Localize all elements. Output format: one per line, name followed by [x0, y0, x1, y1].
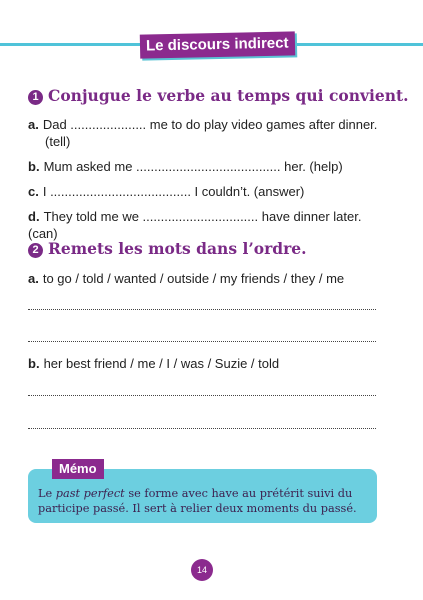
exercise-1a [28, 116, 383, 150]
answer-line[interactable] [28, 309, 376, 310]
page-number: 14 [191, 559, 213, 581]
answer-line[interactable] [28, 395, 376, 396]
item-text: Mum asked me ........................................ her. (help) [43, 159, 343, 174]
memo-label: Mémo [52, 459, 104, 479]
section-1-heading: Conjugue le verbe au temps qui convient. [48, 86, 409, 105]
exercise-1b [28, 158, 383, 175]
item-text: her best friend / me / I / was / Suzie / told [43, 356, 280, 371]
item-text-continued: (tell) [45, 134, 71, 149]
section-1-number-badge: 1 [28, 90, 43, 105]
exercise-1d [28, 208, 383, 242]
item-text: to go / told / wanted / outside / my friends / they / me [42, 271, 345, 286]
section-2-number-badge: 2 [28, 243, 43, 258]
answer-line[interactable] [28, 428, 376, 429]
section-2-heading: Remets les mots dans l’ordre. [48, 239, 307, 258]
page-title: Le discours indirect [140, 31, 295, 58]
item-label: a. [28, 271, 39, 286]
memo-italic-term: past perfect [55, 487, 125, 500]
item-text: I ....................................... I couldn’t. (answer) [42, 184, 305, 199]
item-label: d. [28, 209, 40, 224]
section-1-title [28, 86, 409, 105]
memo-text: Le past perfect se forme avec have au prétérit suivi du participe passé. Il sert à relier deux moments du passé. [38, 487, 357, 515]
item-label: c. [28, 184, 39, 199]
item-label: a. [28, 117, 39, 132]
item-label: b. [28, 159, 40, 174]
exercise-1c [28, 183, 383, 200]
exercise-2b [28, 355, 383, 372]
item-text: They told me we ................................ have dinner later. (can) [28, 209, 362, 241]
item-label: b. [28, 356, 40, 371]
exercise-2a [28, 270, 383, 287]
section-2-title [28, 239, 307, 258]
answer-line[interactable] [28, 341, 376, 342]
item-text: Dad ..................... me to do play video games after dinner. [42, 117, 378, 132]
